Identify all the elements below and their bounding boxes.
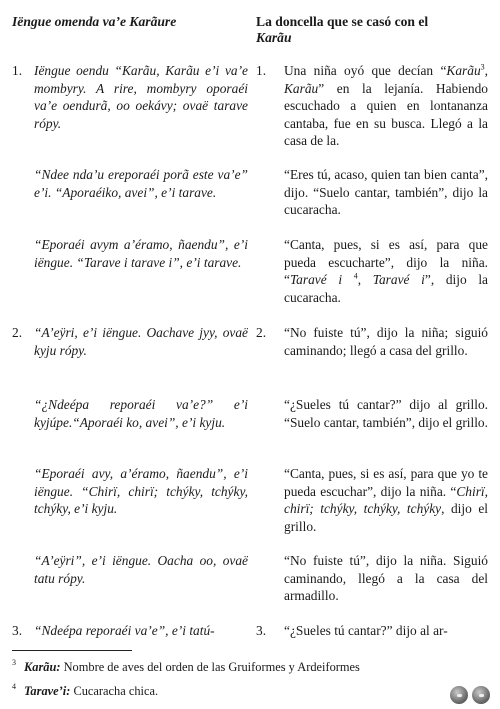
footnote-text: Nombre de aves del orden de las Gruiformes y Ardeiformes: [63, 660, 360, 674]
left-paragraph-6: “Eporaéi avy, a’éramo, ñaendu”, e’i iëngue. “Chirï, chirï; tchýky, tchýky, tchýky, e’i kyju.: [34, 466, 248, 517]
footnote-3: [12, 660, 360, 676]
footnote-text: Cucaracha chica.: [73, 684, 159, 698]
left-paragraph-2: “Ndee nda’u ereporaéi porã este va’e” e’i. “Aporaéiko, avei”, e’i tarave.: [34, 167, 248, 200]
ornament-dot-icon: [450, 686, 468, 704]
right-column-title-term: Karãu: [256, 30, 292, 45]
right-paragraph-2: “Eres tú, acaso, quien tan bien canta”, dijo. “Suelo cantar, también”, dijo la cucaracha.: [284, 167, 488, 218]
right-paragraph-4: 2. “No fuiste tú”, dijo la niña; siguió caminando; llegó a casa del grillo.: [256, 325, 488, 358]
right-paragraph-5: “¿Sueles tú cantar?” dijo al grillo. “Suelo cantar, también”, dijo el grillo.: [284, 397, 488, 430]
footnote-divider: [12, 650, 132, 651]
page-ornament: [450, 686, 490, 704]
right-paragraph-6: “Canta, pues, si es así, para que yo te pueda escuchar”, dijo la niña. “Chirï, chirï; tchýky, tchýky, tchýky, dijo el grillo.: [284, 466, 488, 534]
right-column-title: La doncella que se casó con el: [256, 14, 429, 29]
footnote-number: 3: [12, 658, 16, 667]
right-paragraph-8: 3. “¿Sueles tú cantar?” dijo al ar-: [256, 623, 448, 638]
left-column-title: Iëngue omenda va’e Karãure: [12, 14, 177, 29]
right-paragraph-7: “No fuiste tú”, dijo la niña. Siguió caminando, llegó a la casa del armadillo.: [284, 553, 488, 604]
left-paragraph-5: “¿Ndeépa reporaéi va’e?” e’i kyjúpe.“Aporaéi ko, avei”, e’i kyju.: [34, 397, 248, 430]
footnote-number: 4: [12, 682, 16, 691]
left-paragraph-3: “Eporaéi avym a’éramo, ñaendu”, e’i iëngue. “Tarave i tarave i”, e’i tarave.: [34, 237, 248, 270]
footnote-term: Karãu:: [24, 660, 61, 674]
left-paragraph-4: 2. “A’eÿri, e’i iëngue. Oachave jyy, ovaë kyju rópy.: [12, 325, 248, 358]
footnote-term: Tarave’i:: [24, 684, 71, 698]
left-paragraph-8: 3. “Ndeépa reporaéi va’e”, e’i tatú-: [12, 623, 215, 638]
ornament-dot-icon: [472, 686, 490, 704]
left-paragraph-7: “A’eÿri”, e’i iëngue. Oacha oo, ovaë tatu rópy.: [34, 553, 248, 586]
right-paragraph-1: 1. Una niña oyó que decían “Karãu$^3$, Karãu” en la lejanía. Habiendo escuchado a quien en lontananza cantaba, fue en su busca. Llegó a la casa de la.: [256, 62, 488, 149]
left-paragraph-1: 1. Iëngue oendu “Karãu, Karãu e’i va’e mombyry. A rire, mombyry oporaéi va’e oendurã, oo oekávy; ovaë tarave rópy.: [12, 63, 248, 131]
right-paragraph-3: “Canta, pues, si es así, para que pueda escucharte”, dijo la niña. “Taravé i $^4$, Taravé i”, dijo la cucaracha.: [284, 237, 489, 305]
footnote-4: [12, 684, 158, 700]
